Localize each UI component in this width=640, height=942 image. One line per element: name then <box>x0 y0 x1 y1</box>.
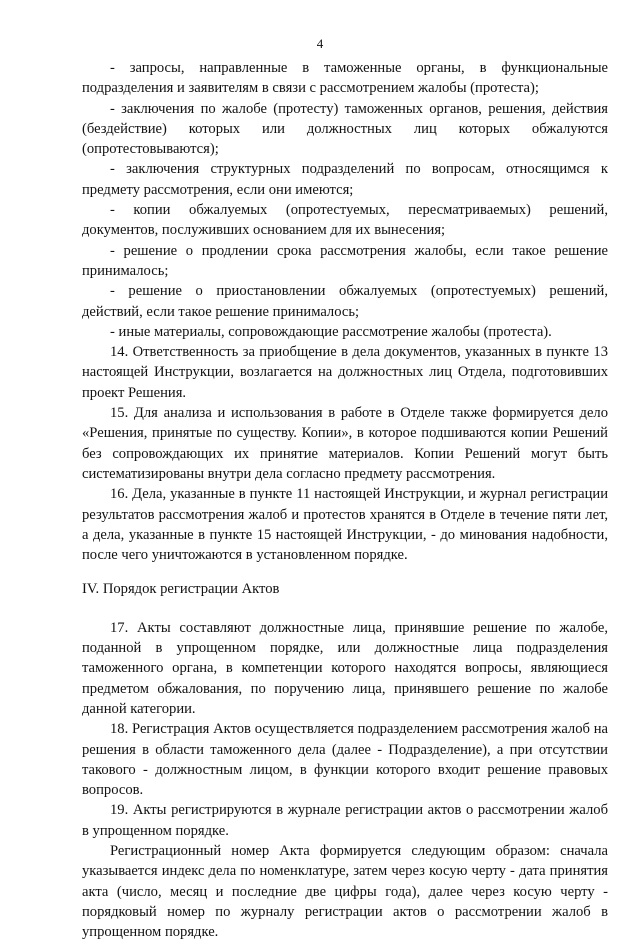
paragraph: 15. Для анализа и использования в работе в Отделе также формируется дело «Решения, принятые по существу. Копии», в которое подшиваются копии Решений без сопровождающих их принятие материалов. Копии Решений могут быть систематизированы внутри дела согласно предмету рассмотрения. <box>82 405 608 482</box>
paragraph: 19. Акты регистрируются в журнале регистрации актов о рассмотрении жалоб в упрощенном порядке. <box>82 802 608 839</box>
paragraph: 16. Дела, указанные в пункте 11 настоящей Инструкции, и журнал регистрации результатов рассмотрения жалоб и протестов хранятся в Отделе в течение пяти лет, а дела, указанные в пункте 15 настоящей Инструкции, - до минования надобности, после чего уничтожаются в установленном порядке. <box>82 486 608 564</box>
paragraph: - решение о приостановлении обжалуемых (опротестуемых) решений, действий, если такое решение принималось; <box>82 283 608 320</box>
paragraph: - копии обжалуемых (опротестуемых, пересматриваемых) решений, документов, послуживших основанием для их вынесения; <box>82 202 608 239</box>
paragraph: - заключения структурных подразделений по вопросам, относящимся к предмету рассмотрения, если они имеются; <box>82 161 608 198</box>
paragraph: 18. Регистрация Актов осуществляется подразделением рассмотрения жалоб на решения в области таможенного дела (далее - Подразделение), а при отсутствии такового - должностным лицом, в функции которого входит решение правовых вопросов. <box>82 721 608 799</box>
paragraph: Регистрационный номер Акта формируется следующим образом: сначала указывается индекс дела по номенклатуре, затем через косую черту - дата принятия акта (число, месяц и последние две цифры года), далее через косую черту - порядковый номер по журналу регистрации актов о рассмотрении жалоб в упрощенном порядке. <box>82 842 608 941</box>
section-heading: IV. Порядок регистрации Актов <box>82 581 280 598</box>
paragraph: - иные материалы, сопровождающие рассмотрение жалобы (протеста). <box>110 323 552 340</box>
paragraph: 14. Ответственность за приобщение в дела документов, указанных в пункте 13 настоящей Инструкции, возлагается на должностных лиц Отдела, подготовивших проект Решения. <box>82 344 608 401</box>
document-body <box>82 58 608 942</box>
paragraph: - решение о продлении срока рассмотрения жалобы, если такое решение принималось; <box>82 242 608 279</box>
paragraph: 17. Акты составляют должностные лица, принявшие решение по жалобе, поданной в упрощенном порядке, или должностные лица подразделения таможенного органа, в компетенции которого находятся вопросы, являющиеся предметом обжалования, по поручению лица, принявшего решение по жалобе данной категории. <box>82 619 608 717</box>
paragraph: - заключения по жалобе (протесту) таможенных органов, решения, действия (бездействие) которых или должностных лиц которых обжалуются (опротестовываются); <box>82 100 608 158</box>
paragraph: - запросы, направленные в таможенные органы, в функциональные подразделения и заявителям в связи с рассмотрением жалобы (протеста); <box>82 60 608 97</box>
page-number: 4 <box>316 36 324 51</box>
